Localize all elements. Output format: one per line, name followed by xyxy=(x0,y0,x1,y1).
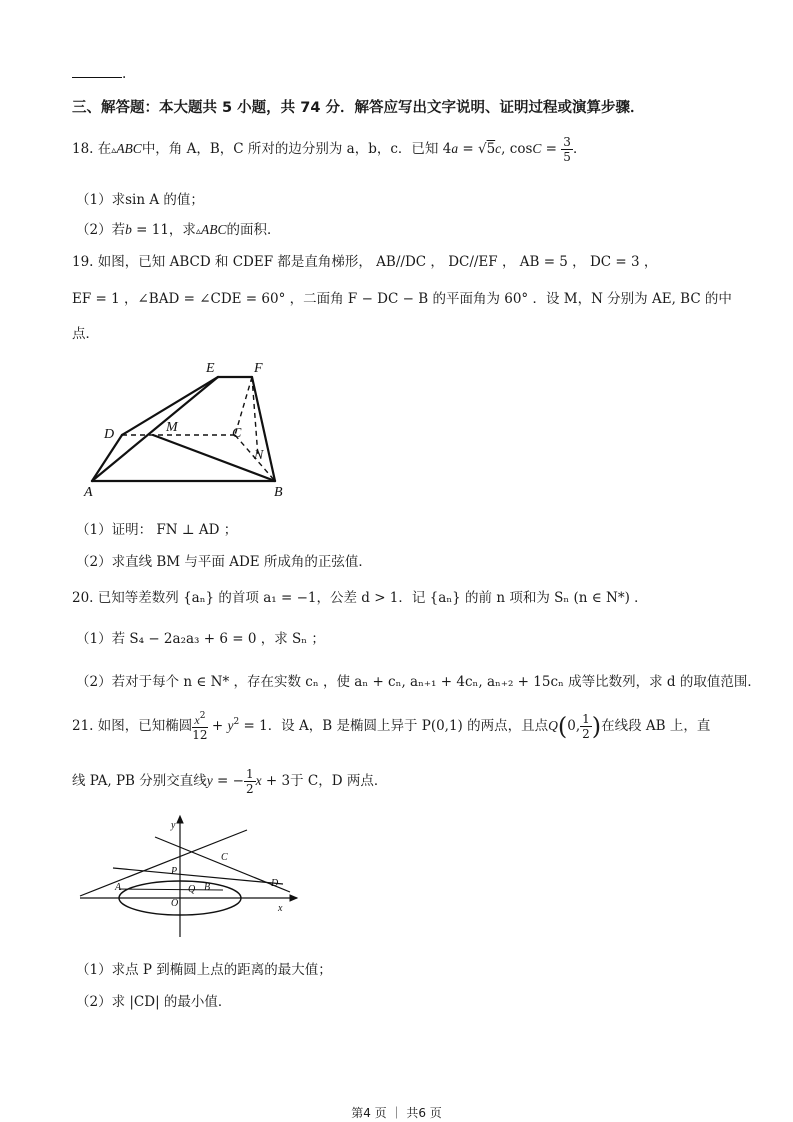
label-D: D xyxy=(104,427,115,442)
prev-question-blank: . xyxy=(72,66,126,82)
q18-part1: （1）求sin A 的值； xyxy=(76,192,204,208)
q19-line2: EF = 1 ，∠BAD = ∠CDE = 60° ，二面角 F − DC − B 的平面角为 60° ．设 M，N 分别为 AE, BC 的中 xyxy=(72,291,732,307)
q19-line1: 19. 如图，已知 ABCD 和 CDEF 都是直角梯形， AB//DC ， DC//EF ， AB = 5 ， DC = 3 ， xyxy=(72,254,658,270)
label-B: B xyxy=(274,485,283,500)
label-C: C xyxy=(232,426,242,441)
q18-stem: 18. 在▵ABC中，角 A，B，C 所对的边分别为 a，b，c．已知 4a = √5c, cosC = $\frac{3}{5}$ ． xyxy=(72,135,587,164)
label-Q: Q xyxy=(188,884,196,895)
q20-part1: （1）若 S₄ − 2a₂a₃ + 6 = 0 ，求 Sₙ ； xyxy=(76,631,325,647)
label-M: M xyxy=(166,420,178,435)
section-title: 三、解答题：本大题共 5 小题，共 74 分．解答应写出文字说明、证明过程或演算步骤． xyxy=(72,100,645,116)
label-x: x xyxy=(278,903,283,914)
label-A: A xyxy=(115,882,122,893)
label-F: F xyxy=(254,361,263,376)
label-P: P xyxy=(171,866,178,877)
q18-condition: 4a = √5c, cosC = $\frac{3}{5}$ ． xyxy=(442,135,587,164)
q21-figure xyxy=(75,812,305,942)
q20-part2: （2）若对于每个 n ∈ N* ，存在实数 cₙ ，使 aₙ + cₙ, aₙ₊₁ + 4cₙ, aₙ₊₂ + 15cₙ 成等比数列，求 d 的取值范围． xyxy=(76,674,761,690)
label-C: C xyxy=(221,852,228,863)
q21-line2: 线 PA, PB 分别交直线y = − $\frac{1}{2}$ x + 3于 C，D 两点． xyxy=(72,767,388,796)
label-y: y xyxy=(171,820,176,831)
q21-line1: 21. 如图，已知椭圆 $\frac{x^2}{12}$ + $y^2 = 1$．设 A，B 是椭圆上异于 P(0,1) 的两点，且点Q(0, $\frac{1}{2}$ )在线段 AB 上，直 xyxy=(72,711,711,742)
q19-part1: （1）证明： FN ⊥ AD ； xyxy=(76,522,238,538)
q19-part2: （2）求直线 BM 与平面 ADE 所成角的正弦值． xyxy=(76,554,372,570)
q18-part2: （2）若b = 11，求▵ABC的面积． xyxy=(76,222,281,238)
q21-part2: （2）求 |CD| 的最小值． xyxy=(76,994,232,1010)
q19-line3: 点． xyxy=(72,326,99,342)
page-footer: 第4 页 ｜ 共6 页 xyxy=(351,1106,442,1120)
label-D: D xyxy=(271,878,279,889)
q20-stem: 20. 已知等差数列 {aₙ} 的首项 a₁ = −1，公差 d > 1．记 {aₙ} 的前 n 项和为 Sₙ (n ∈ N*) ． xyxy=(72,590,648,606)
q19-figure xyxy=(70,355,310,505)
q21-part1: （1）求点 P 到椭圆上点的距离的最大值； xyxy=(76,962,332,978)
q18-number: 18. xyxy=(72,141,94,157)
label-O: O xyxy=(171,898,179,909)
label-N: N xyxy=(254,448,264,463)
label-A: A xyxy=(84,485,93,500)
label-E: E xyxy=(206,361,215,376)
label-B: B xyxy=(204,882,211,893)
